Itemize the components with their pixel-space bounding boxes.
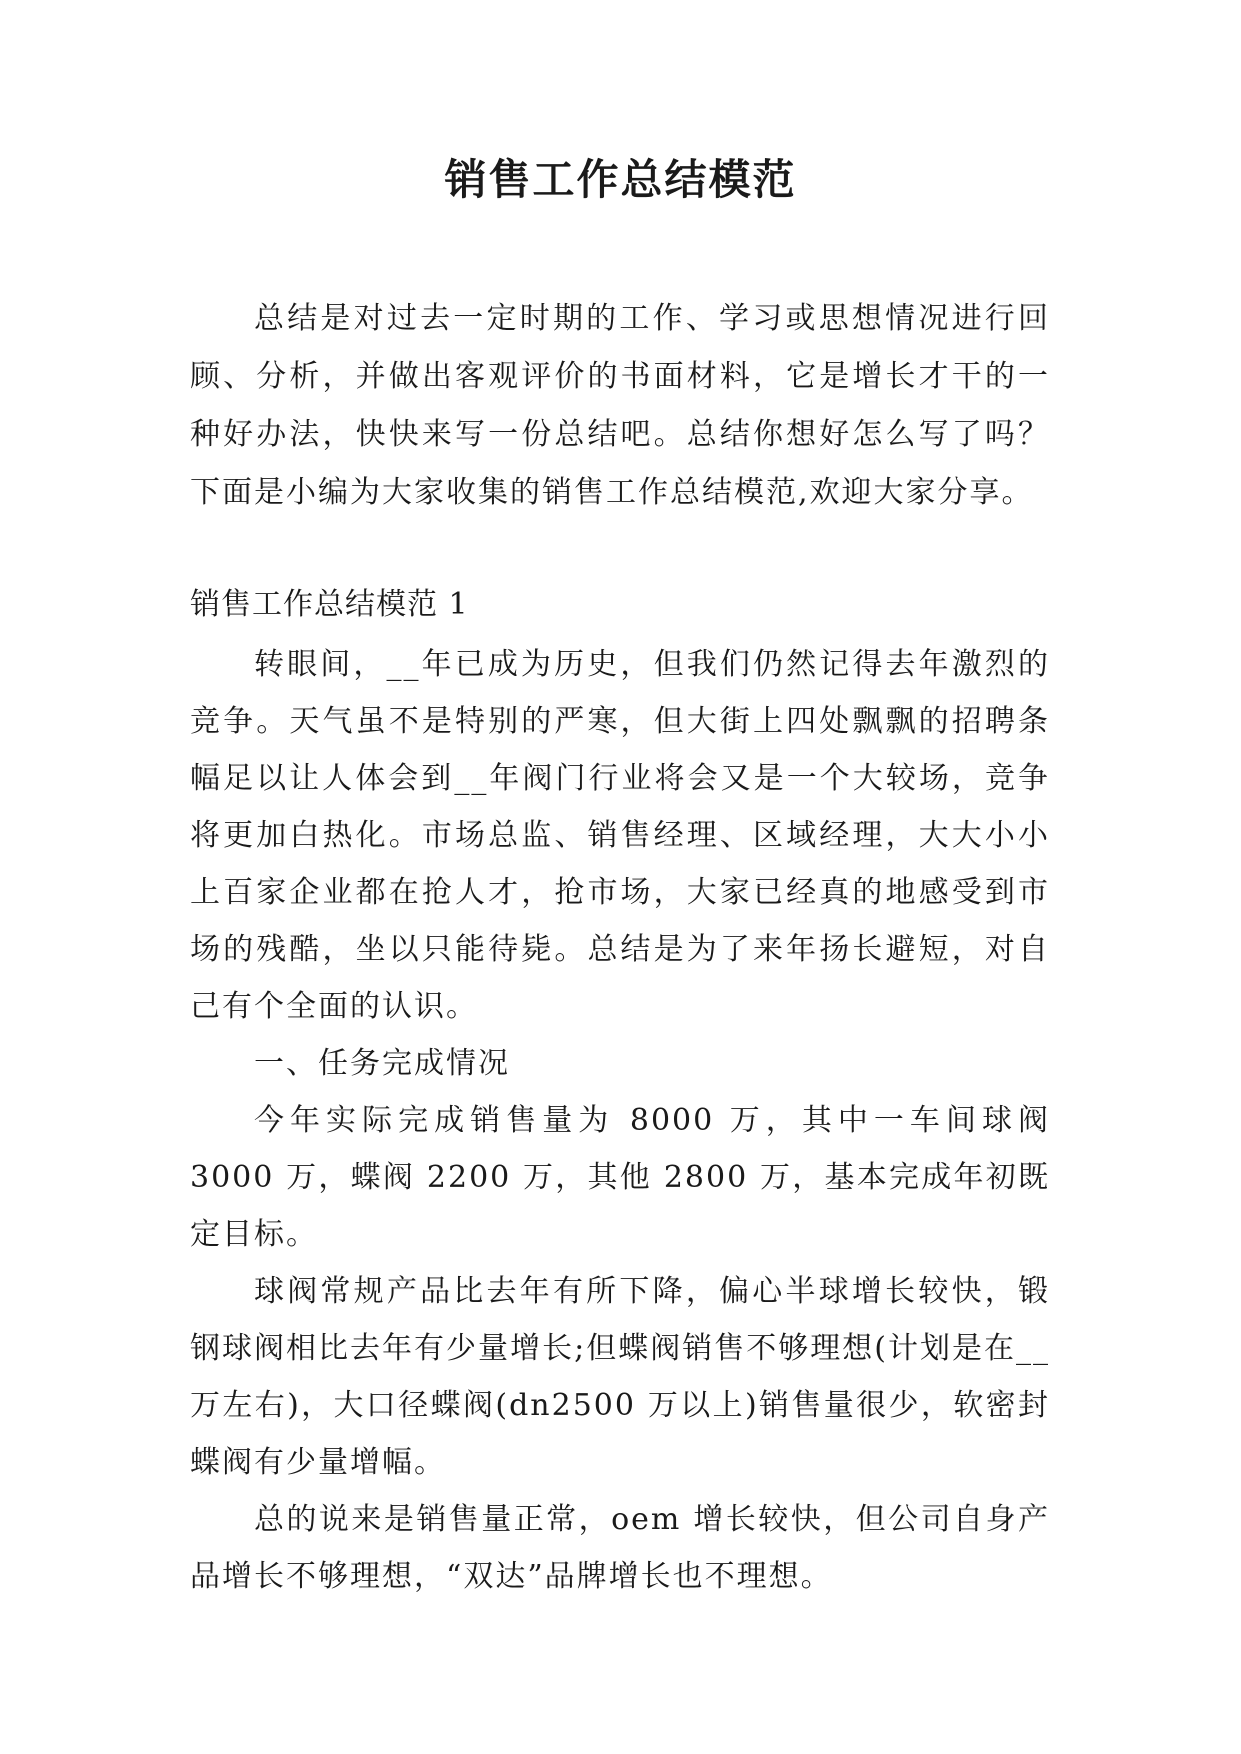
subheading-task-completion: 一、任务完成情况 bbox=[254, 1046, 510, 1081]
document-title: 销售工作总结模范 bbox=[444, 155, 797, 204]
paragraph-product-analysis: 球阀常规产品比去年有所下降，偏心半球增长较快，锻钢球阀相比去年有少量增长;但蝶阀销售不够理想(计划是在__万左右)，大口径蝶阀(dn2500 万以上)销售量很少，软密封蝶阀有少量增幅。 bbox=[190, 1274, 1050, 1480]
paragraph-summary: 总的说来是销售量正常，oem 增长较快，但公司自身产品增长不够理想，“双达”品牌增长也不理想。 bbox=[190, 1502, 1050, 1594]
intro-paragraph: 总结是对过去一定时期的工作、学习或思想情况进行回顾、分析，并做出客观评价的书面材料，它是增长才干的一种好办法，快快来写一份总结吧。总结你想好怎么写了吗？下面是小编为大家收集的销售工作总结模范,欢迎大家分享。 bbox=[190, 301, 1050, 510]
paragraph-opening: 转眼间，__年已成为历史，但我们仍然记得去年激烈的竞争。天气虽不是特别的严寒，但大街上四处飘飘的招聘条幅足以让人体会到__年阀门行业将会又是一个大较场，竞争将更加白热化。市场总监、销售经理、区域经理，大大小小上百家企业都在抢人才，抢市场，大家已经真的地感受到市场的残酷，坐以只能待毙。总结是为了来年扬长避短，对自己有个全面的认识。 bbox=[190, 647, 1050, 1024]
paragraph-sales-volume: 今年实际完成销售量为 8000 万，其中一车间球阀 3000 万，蝶阀 2200 万，其他 2800 万，基本完成年初既定目标。 bbox=[190, 1103, 1050, 1252]
section-content bbox=[190, 636, 1050, 1605]
section-heading: 销售工作总结模范 1 bbox=[190, 587, 469, 622]
